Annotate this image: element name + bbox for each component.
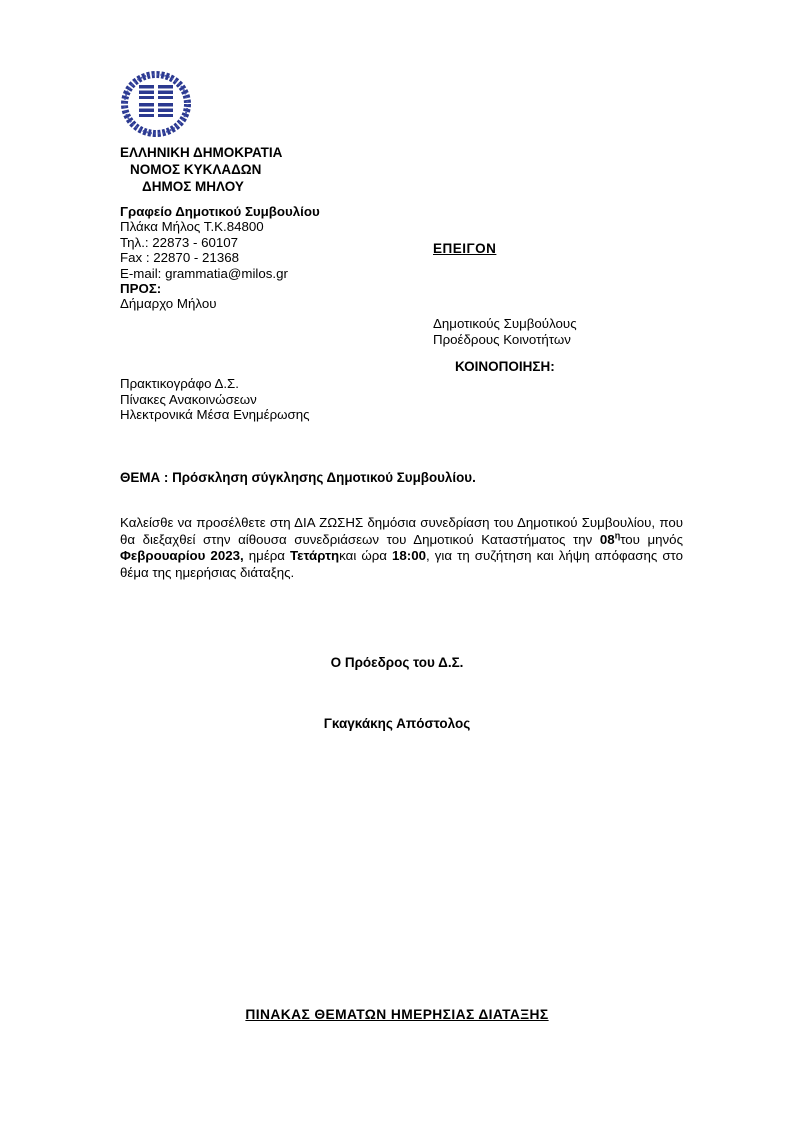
signature-role: Ο Πρόεδρος του Δ.Σ. [330, 655, 464, 670]
recipient-item: Προέδρους Κοινοτήτων [433, 331, 571, 347]
recipient-item: Δημοτικούς Συμβούλους [433, 316, 577, 331]
body-after-day: του μηνός [620, 531, 683, 547]
to-primary-recipient: Δήμαρχο Μήλου [120, 296, 217, 312]
meeting-day-number: 08 [599, 531, 615, 547]
office-address: Πλάκα Μήλος Τ.Κ.84800 [120, 219, 264, 235]
header-line-municipality: ΔΗΜΟΣ ΜΗΛΟΥ [142, 179, 244, 194]
notification-list [120, 376, 310, 423]
body-intro: Καλείσθε να προσέλθετε στη ΔΙΑ ΖΩΣΗΣ δημόσια συνεδρίαση του Δημοτικού Συμβουλίου, που θα διεξαχθεί στην αίθουσα συνεδριάσεων του Δημοτικού Καταστήματος την [120, 515, 683, 547]
emblem-icon [120, 70, 192, 140]
invitation-body-paragraph [120, 515, 683, 581]
hellenic-republic-emblem-logo [120, 70, 192, 140]
body-before-weekday: ημέρα [243, 548, 291, 564]
meeting-time: 18:00 [392, 548, 427, 564]
meeting-month-year: Φεβρουαρίου 2023, [120, 548, 244, 564]
body-closing: , για τη συζήτηση και λήψη απόφασης στο θέμα της ημερήσιας διάταξης. [120, 548, 684, 580]
meeting-weekday: Τετάρτη [290, 548, 340, 564]
notification-label: ΚΟΙΝΟΠΟΙΗΣΗ: [455, 359, 555, 374]
urgent-label: ΕΠΕΙΓΟΝ [433, 241, 497, 256]
to-label: ΠΡΟΣ: [120, 281, 162, 297]
signature-name: Γκαγκάκης Απόστολος [323, 716, 471, 731]
meeting-day-ordinal-suffix: η [614, 530, 621, 541]
office-email: E-mail: grammatia@milos.gr [120, 265, 288, 281]
agenda-table-heading: ΠΙΝΑΚΑΣ ΘΕΜΑΤΩΝ ΗΜΕΡΗΣΙΑΣ ΔΙΑΤΑΞΗΣ [245, 1007, 549, 1022]
notification-item: Πίνακες Ανακοινώσεων [120, 391, 257, 407]
office-fax: Fax : 22870 - 21368 [120, 250, 240, 266]
recipients-list [433, 316, 577, 347]
subject-line: ΘΕΜΑ : Πρόσκληση σύγκλησης Δημοτικού Συμβουλίου. [120, 470, 476, 485]
government-header [120, 144, 282, 195]
office-phone: Τηλ.: 22873 - 60107 [120, 234, 239, 250]
office-title: Γραφείο Δημοτικού Συμβουλίου [120, 204, 320, 219]
notification-item: Πρακτικογράφο Δ.Σ. [120, 376, 239, 391]
office-contact-block [120, 204, 320, 312]
body-after-weekday: και ώρα [339, 548, 393, 564]
notification-item: Ηλεκτρονικά Μέσα Ενημέρωσης [120, 407, 310, 422]
header-line-republic: ΕΛΛΗΝΙΚΗ ΔΗΜΟΚΡΑΤΙΑ [120, 145, 283, 160]
header-line-prefecture: ΝΟΜΟΣ ΚΥΚΛΑΔΩΝ [130, 162, 262, 177]
